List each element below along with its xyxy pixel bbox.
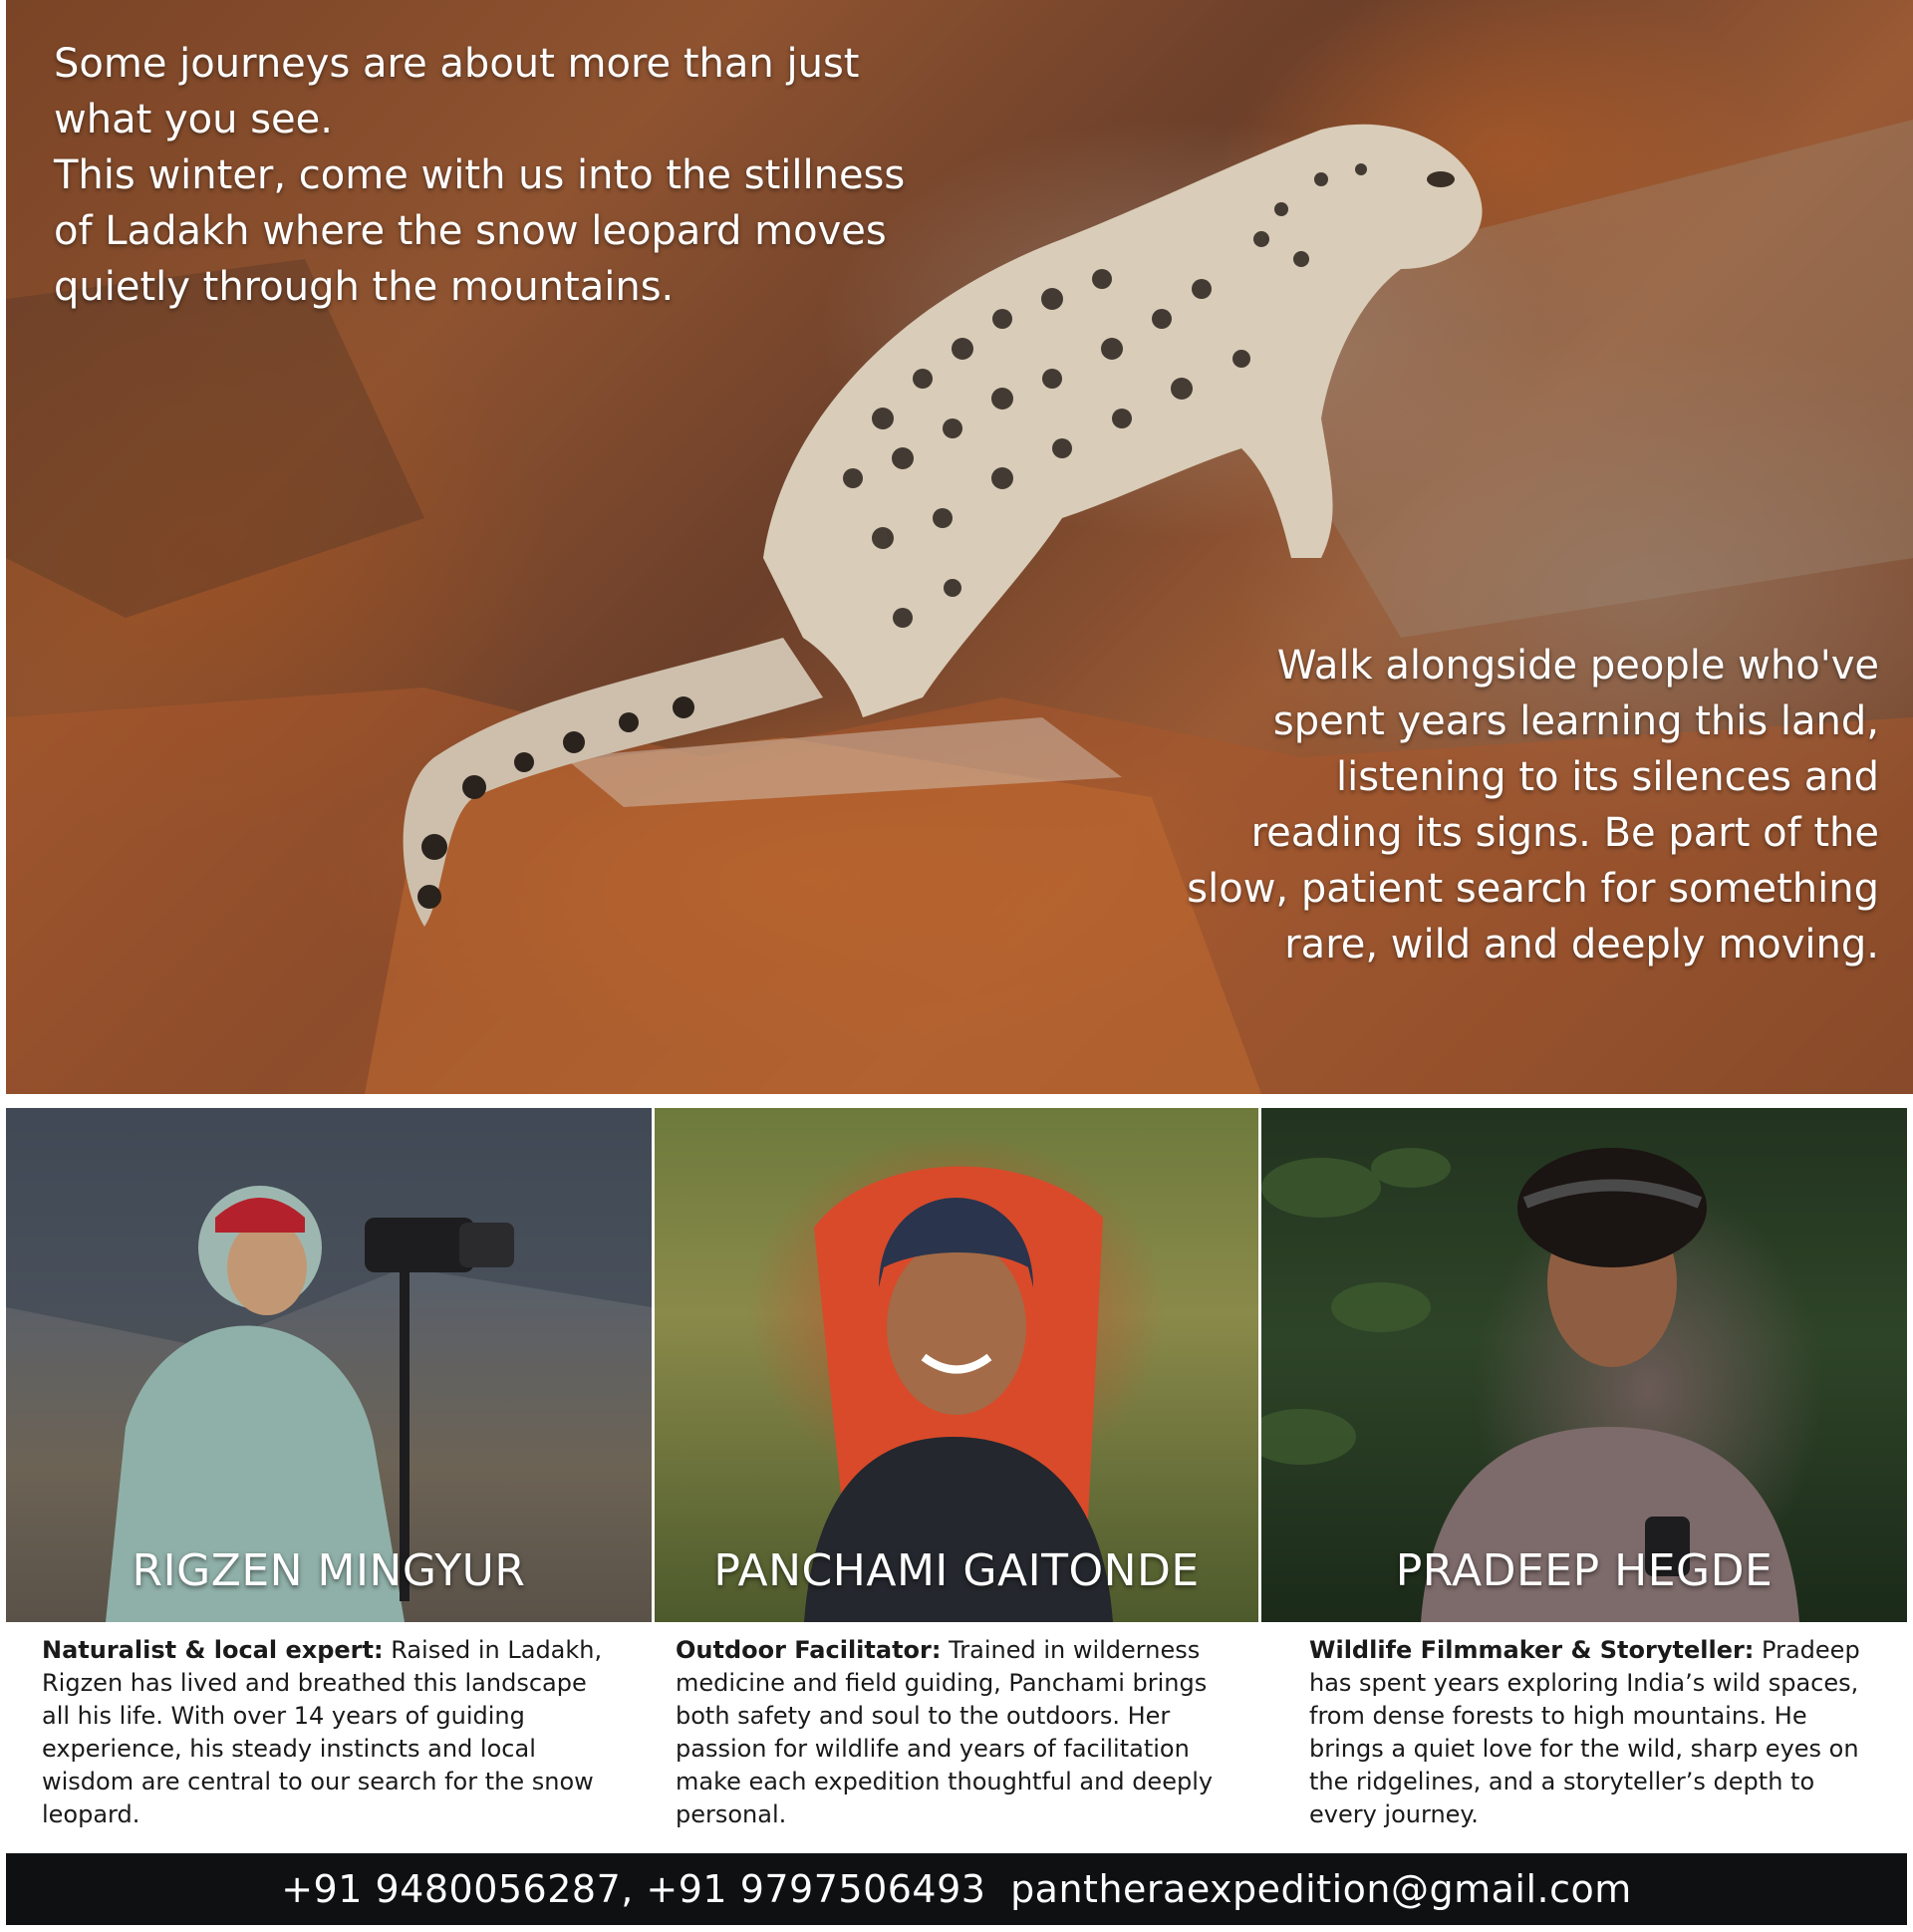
- bio-rigzen: [6, 1624, 640, 1853]
- hero-invite-text: Walk alongside people who've spent years learning this land, listening to its silences and reading its signs. Be part of the slow, patient search for something rare, wild and deeply moving.: [1187, 643, 1879, 967]
- bio-text-panchami: Trained in wilderness medicine and field guiding, Panchami brings both safety and soul to the outdoors. Her passion for wildlife and years of facilitation make each expedition thoughtful and deeply personal.: [676, 1636, 1214, 1828]
- member-name-pradeep: PRADEEP HEGDE: [1395, 1545, 1774, 1596]
- role-panchami: Outdoor Facilitator:: [676, 1636, 942, 1664]
- bio-text-rigzen: Raised in Ladakh, Rigzen has lived and breathed this landscape all his life. With over 14 years of guiding experience, his steady instincts and local wisdom are central to our search for the snow leopard.: [42, 1636, 603, 1828]
- team-bios: [6, 1624, 1907, 1853]
- contact-phones[interactable]: +91 9480056287, +91 9797506493: [281, 1867, 986, 1911]
- photo-panchami-gaitonde: [655, 1108, 1258, 1622]
- contact-email[interactable]: pantheraexpedition@gmail.com: [1010, 1867, 1632, 1911]
- role-rigzen: Naturalist & local expert:: [42, 1636, 384, 1664]
- hero-intro-line-1: Some journeys are about more than just what you see.: [54, 41, 860, 142]
- contact-bar: [6, 1853, 1907, 1925]
- hero-intro-line-2: This winter, come with us into the stillness of Ladakh where the snow leopard moves quietly through the mountains.: [54, 152, 906, 310]
- bio-text-pradeep: Pradeep has spent years exploring India’s wild spaces, from dense forests to high mountains. He brings a quiet love for the wild, sharp eyes on the ridgelines, and a storyteller’s depth to every journey.: [1309, 1636, 1860, 1828]
- role-pradeep: Wildlife Filmmaker & Storyteller:: [1309, 1636, 1755, 1664]
- photo-rigzen-mingyur: [6, 1108, 652, 1622]
- member-name-rigzen: RIGZEN MINGYUR: [132, 1545, 526, 1596]
- member-name-panchami: PANCHAMI GAITONDE: [713, 1545, 1200, 1596]
- hero-intro-text: [54, 36, 951, 315]
- photo-pradeep-hegde: [1261, 1108, 1907, 1622]
- bio-panchami: [640, 1624, 1273, 1853]
- bio-pradeep: [1273, 1624, 1907, 1853]
- team-photos: [6, 1108, 1907, 1622]
- snow-leopard-hero: [6, 0, 1913, 1094]
